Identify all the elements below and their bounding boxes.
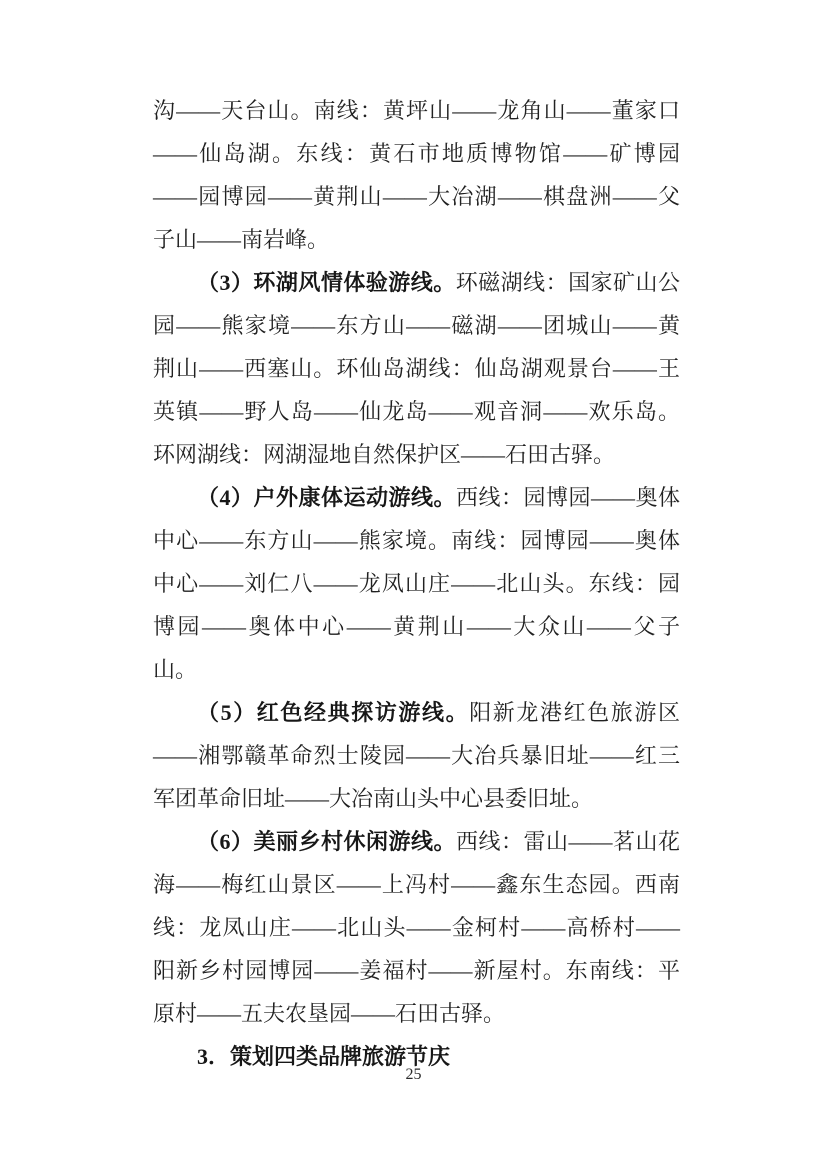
paragraph-continuation (153, 89, 680, 261)
paragraph-text: 环磁湖线：国家矿山公园——熊家境——东方山——磁湖——团城山——黄荆山——西塞山。环仙岛湖线：仙岛湖观景台——王英镇——野人岛——仙龙岛——观音洞——欢乐岛。环网湖线：网湖湿地自然保护区——石田古驿。 (153, 270, 680, 467)
route-5-bold-lead: （5）红色经典探访游线。 (197, 700, 470, 725)
paragraph-text: 西线：园博园——奥体中心——东方山——熊家境。南线：园博园——奥体中心——刘仁八——龙凤山庄——北山头。东线：园博园——奥体中心——黄荆山——大众山——父子山。 (153, 485, 680, 682)
page-number: 25 (405, 1066, 422, 1083)
route-4-bold-lead: （4）户外康体运动游线。 (197, 485, 456, 510)
paragraph-route-3 (153, 261, 680, 476)
paragraph-route-4 (153, 476, 680, 691)
route-3-bold-lead: （3）环湖风情体验游线。 (197, 270, 456, 295)
document-body (153, 89, 680, 1078)
paragraph-route-5 (153, 691, 680, 820)
paragraph-route-6 (153, 820, 680, 1035)
paragraph-text: 西线：雷山——茗山花海——梅红山景区——上冯村——鑫东生态园。西南线：龙凤山庄——北山头——金柯村——高桥村——阳新乡村园博园——姜福村——新屋村。东南线：平原村——五夫农垦园——石田古驿。 (153, 829, 680, 1026)
paragraph-text: 阳新龙港红色旅游区——湘鄂赣革命烈士陵园——大冶兵暴旧址——红三军团革命旧址——大冶南山头中心县委旧址。 (153, 700, 680, 811)
section-heading-text: 3．策划四类品牌旅游节庆 (197, 1044, 451, 1069)
route-6-bold-lead: （6）美丽乡村休闲游线。 (197, 829, 456, 854)
paragraph-text: 沟——天台山。南线：黄坪山——龙角山——董家口——仙岛湖。东线：黄石市地质博物馆——矿博园——园博园——黄荆山——大冶湖——棋盘洲——父子山——南岩峰。 (153, 98, 680, 252)
